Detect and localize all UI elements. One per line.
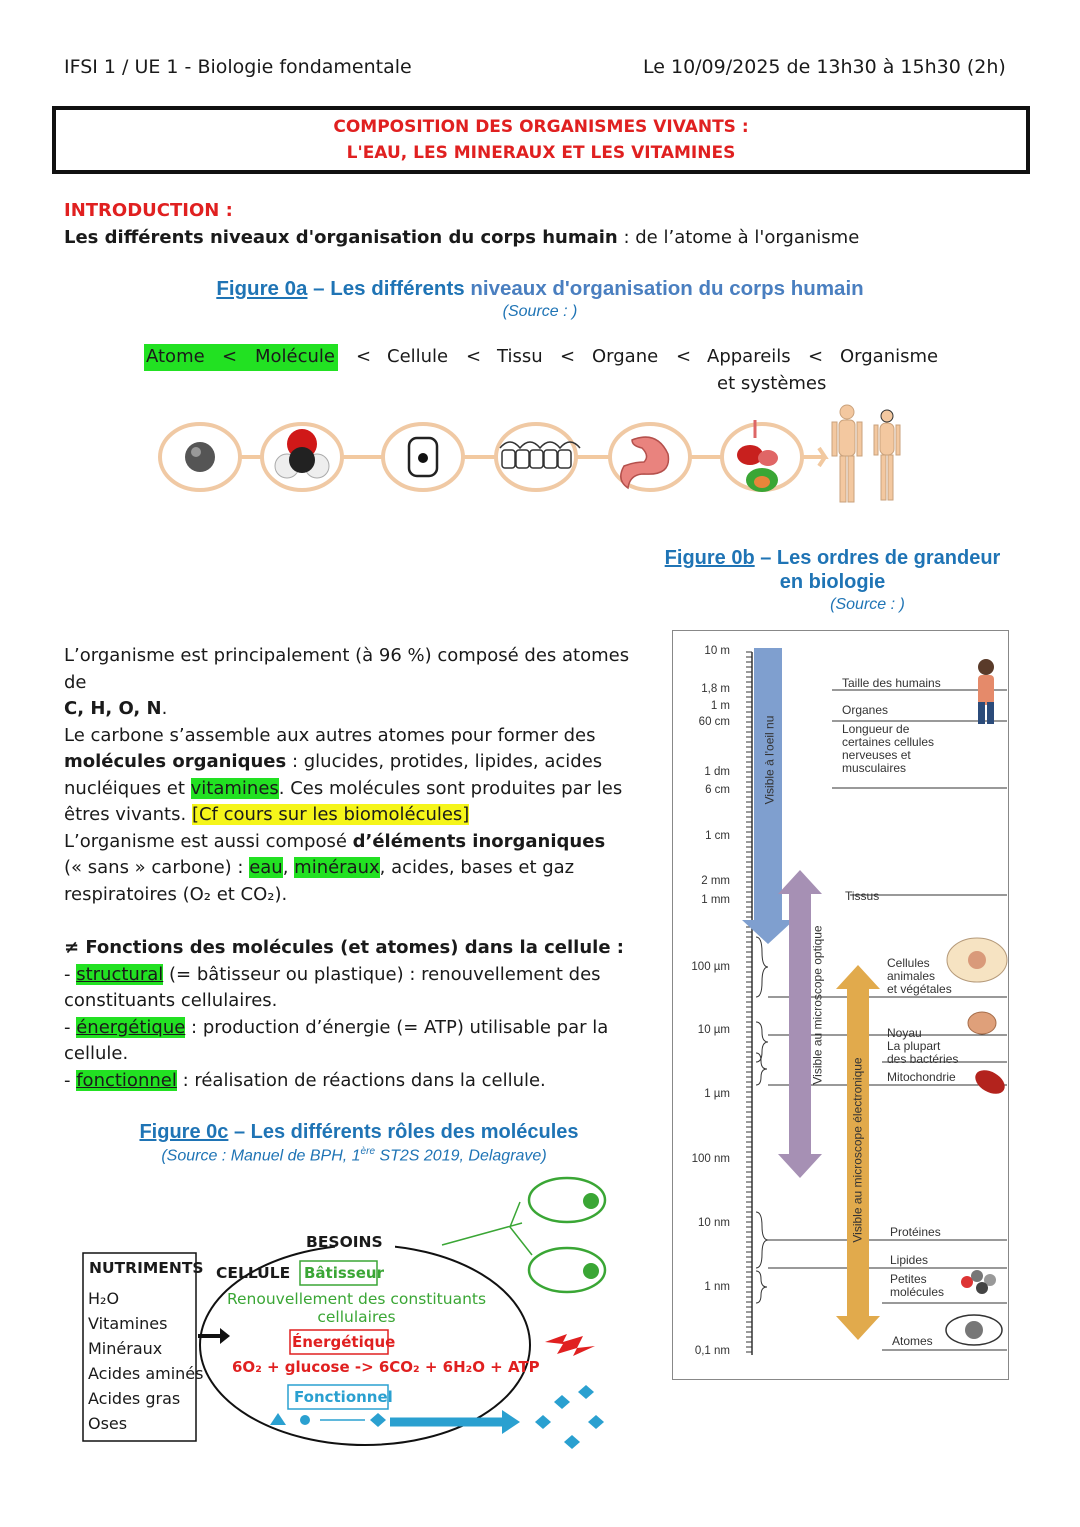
nutriment-vitamines: Vitamines	[88, 1314, 168, 1333]
header-left: IFSI 1 / UE 1 - Biologie fondamentale	[64, 56, 412, 78]
body-vitamines: vitamines	[190, 777, 279, 799]
fig0c-source-sup: ère	[360, 1146, 375, 1157]
body-line-6	[64, 802, 654, 829]
body-line-2	[64, 696, 654, 723]
scale-100nm: 100 nm	[691, 1153, 730, 1165]
triangle-icon	[270, 1413, 286, 1425]
body-line-3: Le carbone s’assemble aux autres atomes pour former des	[64, 724, 596, 746]
scale-2mm: 2 mm	[701, 875, 730, 887]
nutriments-title: NUTRIMENTS	[89, 1259, 204, 1277]
fonctionnel-desc: : réalisation de réactions dans la cellule.	[176, 1069, 546, 1091]
body-line-7	[64, 829, 654, 856]
scale-1dm: 1 dm	[704, 766, 730, 778]
label-proteines: Protéines	[890, 1225, 941, 1239]
chain-atome: Atome	[146, 346, 205, 367]
structural-desc: (= bâtisseur ou plastique) : renouvellement des	[163, 963, 601, 985]
dash-3: -	[64, 1069, 77, 1091]
scale-10um: 10 µm	[697, 1024, 730, 1036]
label-lipides: Lipides	[890, 1253, 929, 1267]
renouvellement-line-2: cellulaires	[317, 1308, 396, 1326]
intro-subtitle-bold: Les différents niveaux d'organisation du corps humain	[64, 227, 618, 248]
fonction-energetique-cont: cellule.	[64, 1043, 129, 1064]
scale-1cm: 1 cm	[705, 830, 730, 842]
label-petites-molecules	[890, 1273, 944, 1299]
fig0b-title	[645, 546, 1020, 594]
equation-text: 6O₂ + glucose -> 6CO₂ + 6H₂O + ATP	[232, 1358, 540, 1376]
chain-lt-6: <	[808, 346, 824, 367]
scale-1m: 1 m	[710, 700, 730, 712]
fig0a-num: Figure 0a	[216, 277, 308, 300]
fonction-structural-cont: constituants cellulaires.	[64, 990, 278, 1011]
energetique-term: énergétique	[76, 1016, 186, 1038]
label-longueur-2: certaines cellules	[842, 735, 935, 749]
chain-tissu: Tissu	[497, 346, 543, 367]
cellule-label: CELLULE	[216, 1264, 291, 1282]
human-figures-icon	[832, 405, 900, 502]
label-plupart	[887, 1040, 958, 1066]
label-mitochondrie: Mitochondrie	[887, 1070, 956, 1084]
label-petites-2: molécules	[890, 1285, 945, 1299]
label-cellules-3: et végétales	[887, 982, 952, 996]
chain-et-systemes: et systèmes	[717, 373, 827, 394]
cell-drawing-icon	[947, 938, 1007, 982]
body-cf-cours: [Cf cours sur les biomolécules]	[191, 804, 470, 825]
atom-icon	[185, 442, 215, 472]
scale-1nm: 1 nm	[704, 1281, 730, 1293]
chain-cellule: Cellule	[387, 346, 449, 367]
body-line-8-a: (« sans » carbone) :	[64, 857, 250, 878]
human-woman-icon	[978, 659, 994, 724]
intro-subtitle-rest: : de l’atome à l'organisme	[617, 227, 860, 248]
fig0c-num: Figure 0c	[139, 1121, 229, 1143]
scale-10m: 10 m	[704, 645, 730, 657]
label-longueur-3: nerveuses et	[842, 748, 911, 762]
label-longueur-4: musculaires	[842, 761, 907, 775]
energetique-label: Énergétique	[292, 1333, 396, 1351]
chain-lt-2: <	[356, 346, 372, 367]
body-eau: eau	[249, 857, 283, 878]
organization-illustration	[150, 400, 920, 510]
label-cellules-2: animales	[887, 969, 936, 983]
body-line-6-a: êtres vivants.	[64, 804, 192, 825]
range-brackets	[756, 937, 768, 1303]
mitochondrie-icon	[971, 1065, 1009, 1098]
structural-term: structural	[76, 963, 164, 985]
title-line-1: COMPOSITION DES ORGANISMES VIVANTS :	[333, 117, 749, 137]
renouvellement-text	[214, 1290, 499, 1326]
fig0b-num: Figure 0b	[664, 547, 755, 569]
body-line-5	[64, 776, 654, 803]
petites-molecules-icon	[961, 1270, 996, 1294]
fonctionnel-term: fonctionnel	[76, 1069, 177, 1091]
label-organes: Organes	[842, 703, 889, 717]
arrow-label-electronique: Visible au microscope électronique	[850, 1057, 865, 1243]
label-noyau: Noyau	[887, 1026, 922, 1040]
chain-lt-1: <	[222, 346, 238, 367]
label-cellules-1: Cellules	[887, 956, 930, 970]
chain-appareils: Appareils	[707, 346, 791, 367]
atomes-icon	[946, 1315, 1002, 1345]
body-chon: C, H, O, N	[64, 698, 162, 719]
fig0a-source: (Source : )	[502, 303, 578, 320]
fonction-energetique	[64, 1015, 654, 1042]
batisseur-label: Bâtisseur	[304, 1264, 384, 1282]
body-line-7-a: L’organisme est aussi composé	[64, 830, 353, 852]
fig0c-source	[64, 1146, 644, 1165]
label-humains: Taille des humains	[842, 676, 941, 690]
label-plupart-1: La plupart	[887, 1039, 941, 1053]
dash-2: -	[64, 1016, 77, 1038]
chain-lt-5: <	[676, 346, 692, 367]
besoins-label: BESOINS	[306, 1233, 383, 1251]
scale-100um: 100 µm	[691, 961, 730, 973]
fonction-structural	[64, 962, 654, 989]
fonctionnel-label: Fonctionnel	[294, 1388, 393, 1406]
body-molecules-organiques: molécules organiques	[64, 751, 287, 772]
body-line-8-rest: , acides, bases et gaz	[379, 857, 575, 878]
body-line-1: L’organisme est principalement (à 96 %) composé des atomes de	[64, 645, 630, 693]
body-line-5-c: . Ces molécules sont produites par les	[278, 777, 623, 799]
title-box	[52, 106, 1030, 174]
arrow-label-optique: Visible au microscope optique	[810, 925, 825, 1085]
body-mineraux: minéraux	[294, 857, 380, 878]
fig0c-source-b: ST2S 2019, Delagrave)	[375, 1147, 547, 1165]
dash-1: -	[64, 963, 77, 985]
fonctions-section	[64, 935, 654, 1094]
scale-10nm: 10 nm	[698, 1217, 730, 1229]
energetique-desc: : production d’énergie (= ATP) utilisable par la	[185, 1016, 609, 1038]
fig0b-title-line2: en biologie	[779, 571, 886, 593]
chain-organe: Organe	[592, 346, 659, 367]
intro-heading: INTRODUCTION :	[64, 200, 233, 221]
body-line-4	[64, 749, 654, 776]
body-elements-inorganiques: d’éléments inorganiques	[352, 830, 606, 852]
scale-0-1nm: 0,1 nm	[694, 1345, 730, 1357]
fig0b-source: (Source : )	[830, 596, 905, 613]
renouvellement-line-1: Renouvellement des constituants	[226, 1290, 487, 1308]
energy-bolt-icon	[545, 1334, 595, 1356]
chain-lt-3: <	[466, 346, 482, 367]
scale-1-8m: 1,8 m	[701, 683, 730, 695]
label-atomes: Atomes	[892, 1334, 933, 1348]
header-right: Le 10/09/2025 de 13h30 à 15h30 (2h)	[643, 56, 1006, 78]
body-line-9: respiratoires (O₂ et CO₂).	[64, 883, 288, 905]
fig0a-title	[0, 277, 1080, 301]
fig0c-title-rest: – Les différents rôles des molécules	[228, 1121, 579, 1143]
scale-1mm: 1 mm	[701, 894, 730, 906]
body-paragraph	[64, 643, 654, 908]
nutriments-list	[88, 1286, 203, 1436]
fonctions-heading: ≠ Fonctions des molécules (et atomes) dans la cellule :	[64, 937, 624, 958]
body-line-8	[64, 855, 654, 882]
chain-organisme: Organisme	[840, 346, 939, 367]
nutriment-h2o: H₂O	[88, 1289, 120, 1308]
scale-60cm: 60 cm	[698, 716, 730, 728]
label-longueur-1: Longueur de	[842, 722, 910, 736]
title-line-2: L'EAU, LES MINERAUX ET LES VITAMINES	[346, 143, 736, 163]
nutriment-mineraux: Minéraux	[88, 1339, 163, 1358]
nutriment-acides-gras: Acides gras	[88, 1389, 181, 1408]
intro-subtitle	[64, 227, 859, 248]
noyau-icon	[968, 1012, 996, 1034]
fig0a-rest: niveaux d'organisation du corps humain	[470, 277, 864, 300]
scale-6cm: 6 cm	[705, 784, 730, 796]
nutriment-oses: Oses	[88, 1414, 128, 1433]
label-petites-1: Petites	[890, 1272, 927, 1286]
body-line-5-a: nucléiques et	[64, 777, 191, 799]
label-tissus: Tissus	[845, 889, 880, 903]
body-line-4-rest: : glucides, protides, lipides, acides	[286, 751, 603, 772]
chain-molecule: Molécule	[255, 346, 335, 367]
body-line-2-dot: .	[161, 698, 168, 719]
fonction-fonctionnel	[64, 1068, 654, 1095]
label-plupart-2: des bactéries	[887, 1052, 959, 1066]
fig0c-source-a: (Source : Manuel de BPH, 1	[161, 1147, 361, 1165]
fig0c-title	[64, 1121, 654, 1144]
organization-chain	[0, 346, 1080, 406]
arrow-label-oeil: Visible à l'oeil nu	[762, 715, 777, 805]
fig0a-dash: – Les différents	[307, 277, 471, 300]
chain-lt-4: <	[560, 346, 576, 367]
product-diamonds-icon	[535, 1385, 604, 1449]
body-line-8-comma: ,	[282, 857, 295, 878]
scale-1um: 1 µm	[704, 1088, 730, 1100]
label-longueur	[842, 723, 934, 775]
label-cellules	[887, 957, 952, 996]
nutriment-acides-amines: Acides aminés	[88, 1364, 204, 1383]
fig0b-title-rest: – Les ordres de grandeur	[754, 547, 1001, 569]
